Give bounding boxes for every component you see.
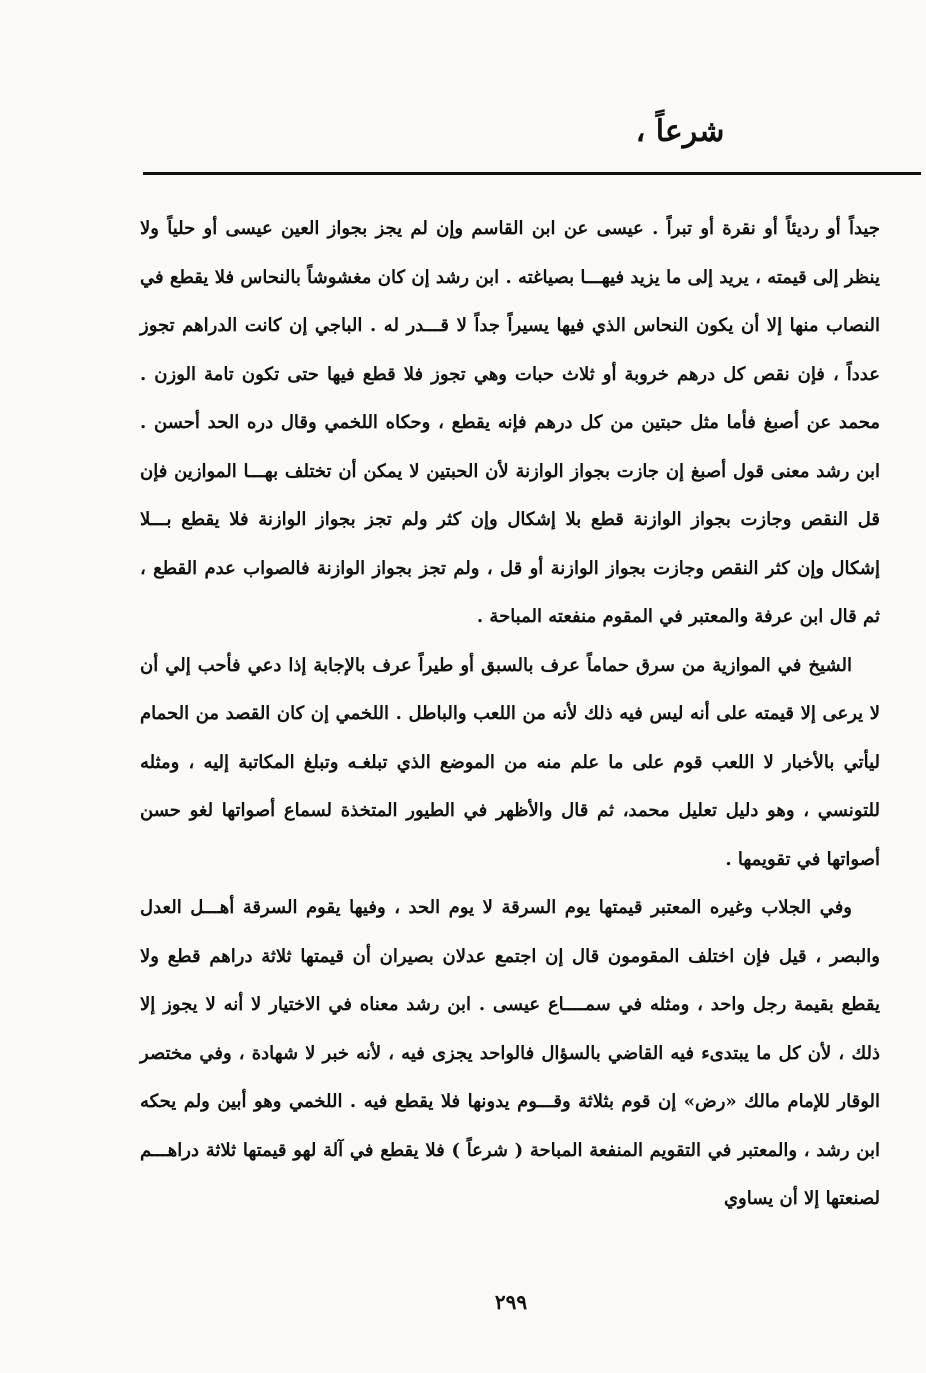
running-header [140, 100, 920, 164]
paragraph: وفي الجلاب وغيره المعتبر قيمتها يوم السرقة لا يوم الحد ، وفيها يقوم السرقة أهـــل العدل والبصر ، قيل فإن اختلف المقومون قال إن اجتمع عدلان بصيران أن قيمتها ثلاثة دراهم قطع ولا يقطع بقيمة رجل واحد ، ومثله في سمــــاع عيسى . ابن رشد معناه في الاختيار لا أنه لا يجوز إلا ذلك ، لأن كل ما يبتدىء فيه القاضي بالسؤال فالواحد يجزى فيه ، لأنه خبر لا شهادة ، وفي مختصر الوقار للإمام مالك «رض» إن قوم بثلاثة وقـــوم يدونها فلا يقطع فيه . اللخمي وهو أبين ولم يحكه ابن رشد ، والمعتبر في التقويم المنفعة المباحة ( شرعاً ) فلا يقطع في آلة لهو قيمتها ثلاثة دراهـــم لصنعتها إلا أن يساوي [140, 897, 880, 1209]
body-text [140, 205, 880, 1224]
paragraph: الشيخ في الموازية من سرق حماماً عرف بالسبق أو طيراً عرف بالإجابة إذا دعي فأحب إلي أن لا يرعى إلا قيمته على أنه ليس فيه ذلك لأنه من اللعب والباطل . اللخمي إن كان القصد من الحمام ليأتي بالأخبار لا اللعب قوم على ما علم منه من الموضع الذي تبلغـه وتبلغ المكاتبة إليه ، ومثله للتونسي ، وهو دليل تعليل محمد، ثم قال والأظهر في الطيور المتخذة لسماع أصواتها لغو حسن أصواتها في تقويمها . [140, 654, 880, 870]
page-number: ٢٩٩ [494, 1290, 528, 1314]
paragraph: جيداً أو رديئاً أو نقرة أو تبراً . عيسى عن ابن القاسم وإن لم يجز بجواز العين عيسى أو حلياً ولا ينظر إلى قيمته ، يريد إلى ما يزيد فيهـــا بصياغته . ابن رشد إن كان مغشوشاً بالنحاس فلا يقطع في النصاب منها إلا أن يكون النحاس الذي فيها يسيراً جداً لا قـــدر له . الباجي إن كانت الدراهم تجوز عدداً ، فإن نقص كل درهم خروبة أو ثلاث حبات وهي تجوز فلا قطع فيها حتى تكون تامة الوزن . محمد عن أصبغ فأما مثل حبتين من كل درهم فإنه يقطع ، وحكاه اللخمي وقال دره الحد أحسن . ابن رشد معنى قول أصبغ إن جازت بجواز الوازنة لأن الحبتين لا يمكن أن تختلف بهـــا الموازين فإن قل النقص وجازت بجواز الوازنة قطع بلا إشكال وإن كثر ولم تجز بجواز الوازنة فلا يقطع بـــلا إشكال وإن كثر النقص وجازت بجواز الوازنة أو قل ، ولم تجز بجواز الوازنة فالصواب عدم القطع ، ثم قال ابن عرفة والمعتبر في المقوم منفعته المباحة . [140, 218, 880, 627]
header-rule [143, 172, 921, 175]
page-footer [0, 1290, 926, 1314]
header-title: شرعاً ، [635, 114, 725, 149]
